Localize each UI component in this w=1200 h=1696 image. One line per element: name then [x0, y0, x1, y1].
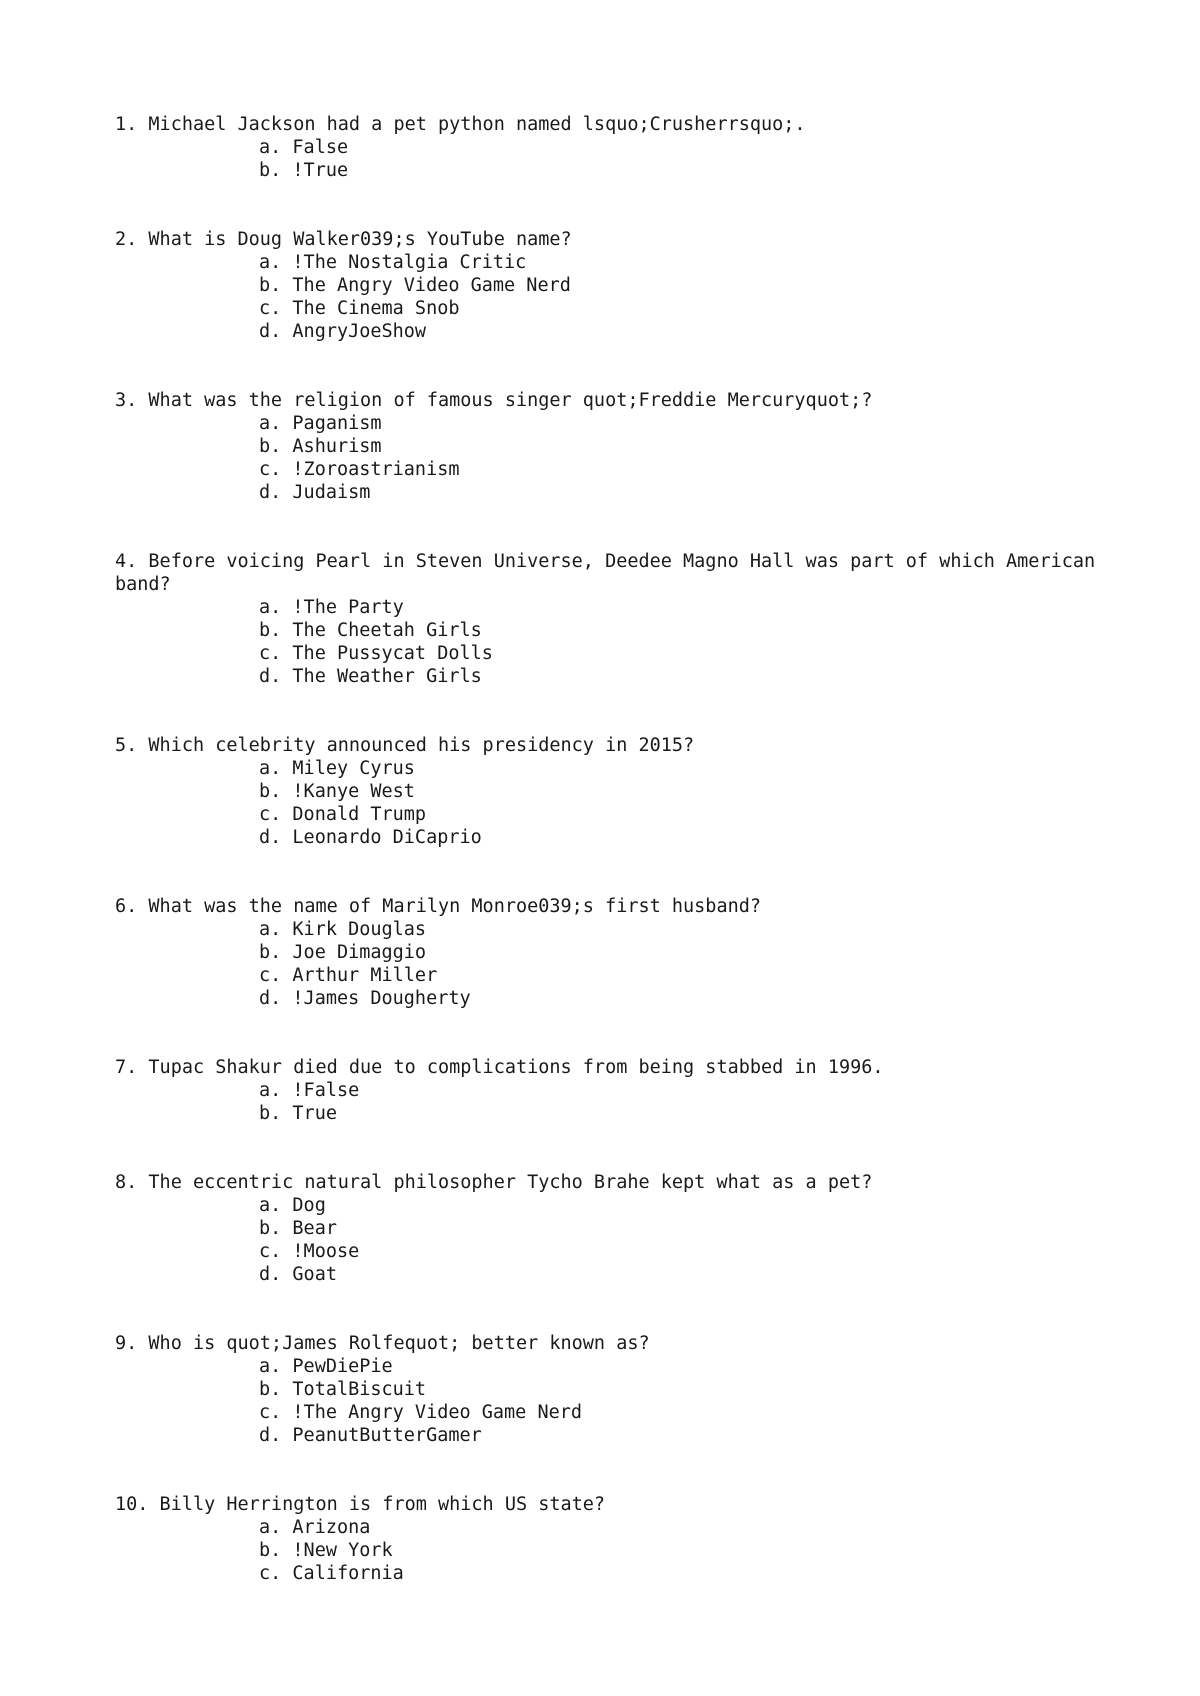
option: c. !Zoroastrianism — [259, 459, 460, 480]
question-6 — [115, 895, 1115, 1010]
question-text: 5. Which celebrity announced his presidency in 2015? — [115, 735, 695, 756]
question-text: 4. Before voicing Pearl in Steven Universe, Deedee Magno Hall was part of which American band? — [115, 551, 1107, 595]
option: a. Arizona — [259, 1517, 371, 1538]
option: d. Goat — [259, 1264, 337, 1285]
option: b. Bear — [259, 1218, 337, 1239]
option: a. Paganism — [259, 413, 382, 434]
option: b. !True — [259, 160, 349, 181]
option: a. False — [259, 137, 349, 158]
question-5 — [115, 734, 1115, 849]
option-list — [115, 596, 1115, 688]
option: c. Arthur Miller — [259, 965, 438, 986]
option: a. PewDiePie — [259, 1356, 393, 1377]
option: d. AngryJoeShow — [259, 321, 427, 342]
option: d. PeanutButterGamer — [259, 1425, 482, 1446]
option-list — [115, 1355, 1115, 1447]
question-9 — [115, 1332, 1115, 1447]
question-text: 1. Michael Jackson had a pet python named lsquo;Crusherrsquo;. — [115, 114, 806, 135]
question-2 — [115, 228, 1115, 343]
option-list — [115, 918, 1115, 1010]
option: d. Leonardo DiCaprio — [259, 827, 482, 848]
option-list — [115, 1516, 1115, 1585]
option-list — [115, 757, 1115, 849]
option: c. Donald Trump — [259, 804, 427, 825]
option-list — [115, 251, 1115, 343]
option: b. Joe Dimaggio — [259, 942, 427, 963]
question-4 — [115, 550, 1115, 688]
question-text: 6. What was the name of Marilyn Monroe039;s first husband? — [115, 896, 762, 917]
option: a. !The Party — [259, 597, 404, 618]
question-8 — [115, 1171, 1115, 1286]
quiz-list — [115, 113, 1115, 1631]
option: b. !New York — [259, 1540, 393, 1561]
question-3 — [115, 389, 1115, 504]
question-text: 2. What is Doug Walker039;s YouTube name? — [115, 229, 572, 250]
option-list — [115, 1079, 1115, 1125]
option: a. !The Nostalgia Critic — [259, 252, 527, 273]
option: b. TotalBiscuit — [259, 1379, 427, 1400]
question-7 — [115, 1056, 1115, 1125]
option: b. Ashurism — [259, 436, 382, 457]
question-text: 8. The eccentric natural philosopher Tycho Brahe kept what as a pet? — [115, 1172, 873, 1193]
option: d. !James Dougherty — [259, 988, 471, 1009]
option-list — [115, 412, 1115, 504]
option: b. The Angry Video Game Nerd — [259, 275, 571, 296]
option: c. The Pussycat Dolls — [259, 643, 493, 664]
option: c. !Moose — [259, 1241, 360, 1262]
option: b. !Kanye West — [259, 781, 415, 802]
option: d. Judaism — [259, 482, 371, 503]
option-list — [115, 1194, 1115, 1286]
question-text: 7. Tupac Shakur died due to complications from being stabbed in 1996. — [115, 1057, 884, 1078]
option: c. !The Angry Video Game Nerd — [259, 1402, 583, 1423]
option: a. Kirk Douglas — [259, 919, 427, 940]
question-text: 9. Who is quot;James Rolfequot; better known as? — [115, 1333, 650, 1354]
question-text: 10. Billy Herrington is from which US state? — [115, 1494, 606, 1515]
option: a. !False — [259, 1080, 360, 1101]
option: b. The Cheetah Girls — [259, 620, 482, 641]
option: b. True — [259, 1103, 337, 1124]
question-text: 3. What was the religion of famous singer quot;Freddie Mercuryquot;? — [115, 390, 873, 411]
option: a. Miley Cyrus — [259, 758, 415, 779]
option: c. California — [259, 1563, 404, 1584]
option: c. The Cinema Snob — [259, 298, 460, 319]
question-10 — [115, 1493, 1115, 1585]
option: a. Dog — [259, 1195, 326, 1216]
question-1 — [115, 113, 1115, 182]
option: d. The Weather Girls — [259, 666, 482, 687]
option-list — [115, 136, 1115, 182]
